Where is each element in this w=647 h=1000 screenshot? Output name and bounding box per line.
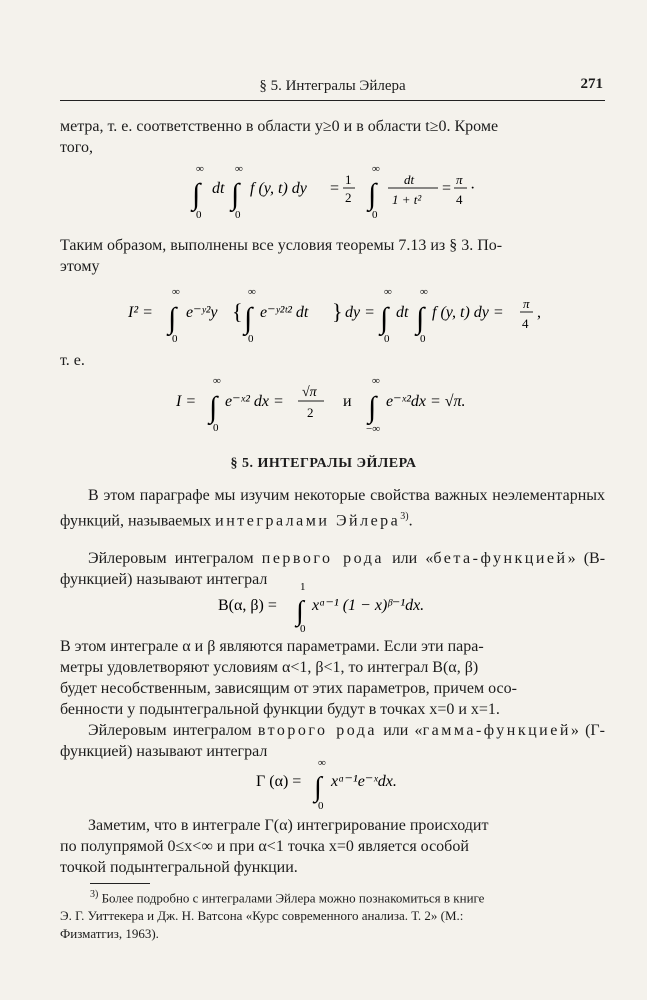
f2-dt: dt [396,304,409,321]
f2-dy: dy = [345,304,375,321]
f1-integral-sign-3: ∫ [368,178,377,211]
f1-equals-2: = [442,180,452,197]
p3-end: . [408,512,413,530]
p3-spaced-term: интегралами Эйлера [215,512,401,530]
f3-e2: e⁻ˣ²dx = √π. [386,393,466,410]
gamma-integrand: xᵅ⁻¹e⁻ˣdx. [331,773,397,790]
f3-two: 2 [307,405,314,420]
f2-integral-sign-4: ∫ [416,302,425,335]
p1-line1: метра, т. е. соответственно в области y≥0 и в области t≥0. Кроме [60,118,499,135]
footnote-mark: 3) [90,889,99,900]
beta-integral-sign: ∫ [296,596,304,627]
f1-lower-2: 0 [235,209,241,220]
f1-lower-1: 0 [196,209,202,220]
p6-b: второго рода [257,722,378,739]
p2-line2: этому [60,258,100,275]
footnote-line3: Физматгиз, 1963). [60,926,159,942]
f1-integral-sign-2: ∫ [231,178,240,211]
f2-lower-3: 0 [384,333,390,345]
f2-pi: π [523,296,530,311]
f2-lower-2: 0 [248,333,254,345]
f1-equals-1: = [330,180,340,197]
f3-I: I = [176,393,197,410]
f1-lhs: f (y, t) dy [250,180,307,197]
formula-beta [0,580,647,632]
p5-line3: будет несобственным, зависящим от этих параметров, причем осо- [60,680,517,697]
f3-and: и [343,393,352,410]
footnote-line1 [60,886,605,907]
f2-upper-2: ∞ [248,286,256,298]
f3-upper-1: ∞ [213,375,221,387]
p6-a: Эйлеровым интегралом [88,722,252,739]
f1-upper-2: ∞ [235,163,243,175]
p4-a: Эйлеровым интегралом [88,550,254,567]
f1-upper-3: ∞ [372,163,380,175]
section-heading: § 5. ИНТЕГРАЛЫ ЭЙЛЕРА [230,456,417,471]
f2-e2: e⁻ʸ²ᵗ² dt [260,304,309,321]
p7-line3: точкой подынтегральной функции. [60,859,298,876]
footnote-line1-text: Более подробно с интегралами Эйлера можно познакомиться в книге [101,890,485,906]
formula-double-integral [0,160,647,220]
p7-line1: Заметим, что в интеграле Г(α) интегрирование происходит [88,817,489,834]
page-number: 271 [580,76,603,92]
f1-half-num: 1 [345,172,352,187]
paragraph-5 [60,636,605,720]
f1-den: 1 + t² [392,192,422,207]
formula-I [0,372,647,436]
f2-four: 4 [522,316,529,331]
running-header [60,76,605,101]
f1-upper-1: ∞ [196,163,204,175]
beta-integrand: xᵅ⁻¹ (1 − x)ᵝ⁻¹dx. [312,597,425,614]
p5-line1: В этом интеграле α и β являются параметрами. Если эти пара- [60,638,484,655]
p5-line2: метры удовлетворяют условиям α<1, β<1, то интеграл B(α, β) [60,659,479,676]
f1-half-den: 2 [345,190,352,205]
beta-lhs: B(α, β) = [218,597,277,614]
f1-dt-num: dt [404,172,415,187]
f1-four: 4 [456,192,463,207]
p2-line1: Таким образом, выполнены все условия теоремы 7.13 из § 3. По- [60,237,503,254]
paragraph-1 [60,116,605,158]
p1-line2: того, [60,139,93,156]
f2-e1: e⁻ʸ²y [186,304,218,321]
p6-d: гамма-функцией [422,722,571,739]
f2-integral-sign-2: ∫ [244,302,253,335]
footnote-rule [90,883,150,884]
paragraph-2 [60,235,605,277]
gamma-lower: 0 [318,800,324,810]
gamma-integral-sign: ∫ [314,772,322,803]
f1-lower-3: 0 [372,209,378,220]
paragraph-7 [60,815,605,878]
p7-line2: по полупрямой 0≤x<∞ и при α<1 точка x=0 является особой [60,838,469,855]
f2-comma: , [537,304,541,321]
f2-brace-close: } [332,299,343,324]
p6-e: » (Г-функцией) называют интеграл [60,722,606,760]
f2-upper-3: ∞ [384,286,392,298]
footnote [60,886,605,943]
p4-d: бета-функцией [433,550,568,567]
f2-lhs: I² = [128,304,153,321]
paragraph-3 [60,485,605,531]
beta-lower: 0 [300,623,306,632]
p3-text: В этом параграфе мы изучим некоторые свойства важных неэлементарных функций, называемых [60,487,605,530]
f3-integral-sign-2: ∫ [368,391,377,424]
f2-integral-sign-1: ∫ [168,302,177,335]
p4-e: » (B-функцией) называют интеграл [60,550,606,588]
f1-dt: dt [212,180,225,197]
f1-integral-sign-1: ∫ [192,178,201,211]
p4-b: первого рода [261,550,384,567]
f3-sqrtpi: √π [302,385,317,400]
beta-upper: 1 [300,581,306,593]
f3-e: e⁻ˣ² dx = [225,393,284,410]
p4-c: или « [392,550,434,567]
f2-rhs: f (y, t) dy = [432,304,504,321]
gamma-upper: ∞ [318,757,326,769]
te-line: т. е. [60,352,85,369]
f2-brace-open: { [232,299,243,324]
formula-I-squared [0,283,647,345]
f2-upper-4: ∞ [420,286,428,298]
p5-line4: бенности у подынтегральной функции будут в точках x=0 и x=1. [60,701,500,718]
f1-dot: · [470,180,476,197]
f3-lower-2: −∞ [366,423,381,435]
footnote-line2: Э. Г. Уиттекера и Дж. Н. Ватсона «Курс современного анализа. Т. 2» (М.: [60,908,464,924]
formula-gamma [0,756,647,810]
f2-integral-sign-3: ∫ [380,302,389,335]
p6-c: или « [383,722,423,739]
gamma-lhs: Г (α) = [256,773,302,790]
f3-upper-2: ∞ [372,375,380,387]
f3-lower-1: 0 [213,422,219,434]
f2-lower-1: 0 [172,333,178,345]
header-title: § 5. Интегралы Эйлера [259,78,406,94]
f1-pi: π [456,172,463,187]
p3-footnote-mark: 3) [400,511,409,522]
f3-integral-sign-1: ∫ [209,391,218,424]
f2-lower-4: 0 [420,333,426,345]
f2-upper-1: ∞ [172,286,180,298]
